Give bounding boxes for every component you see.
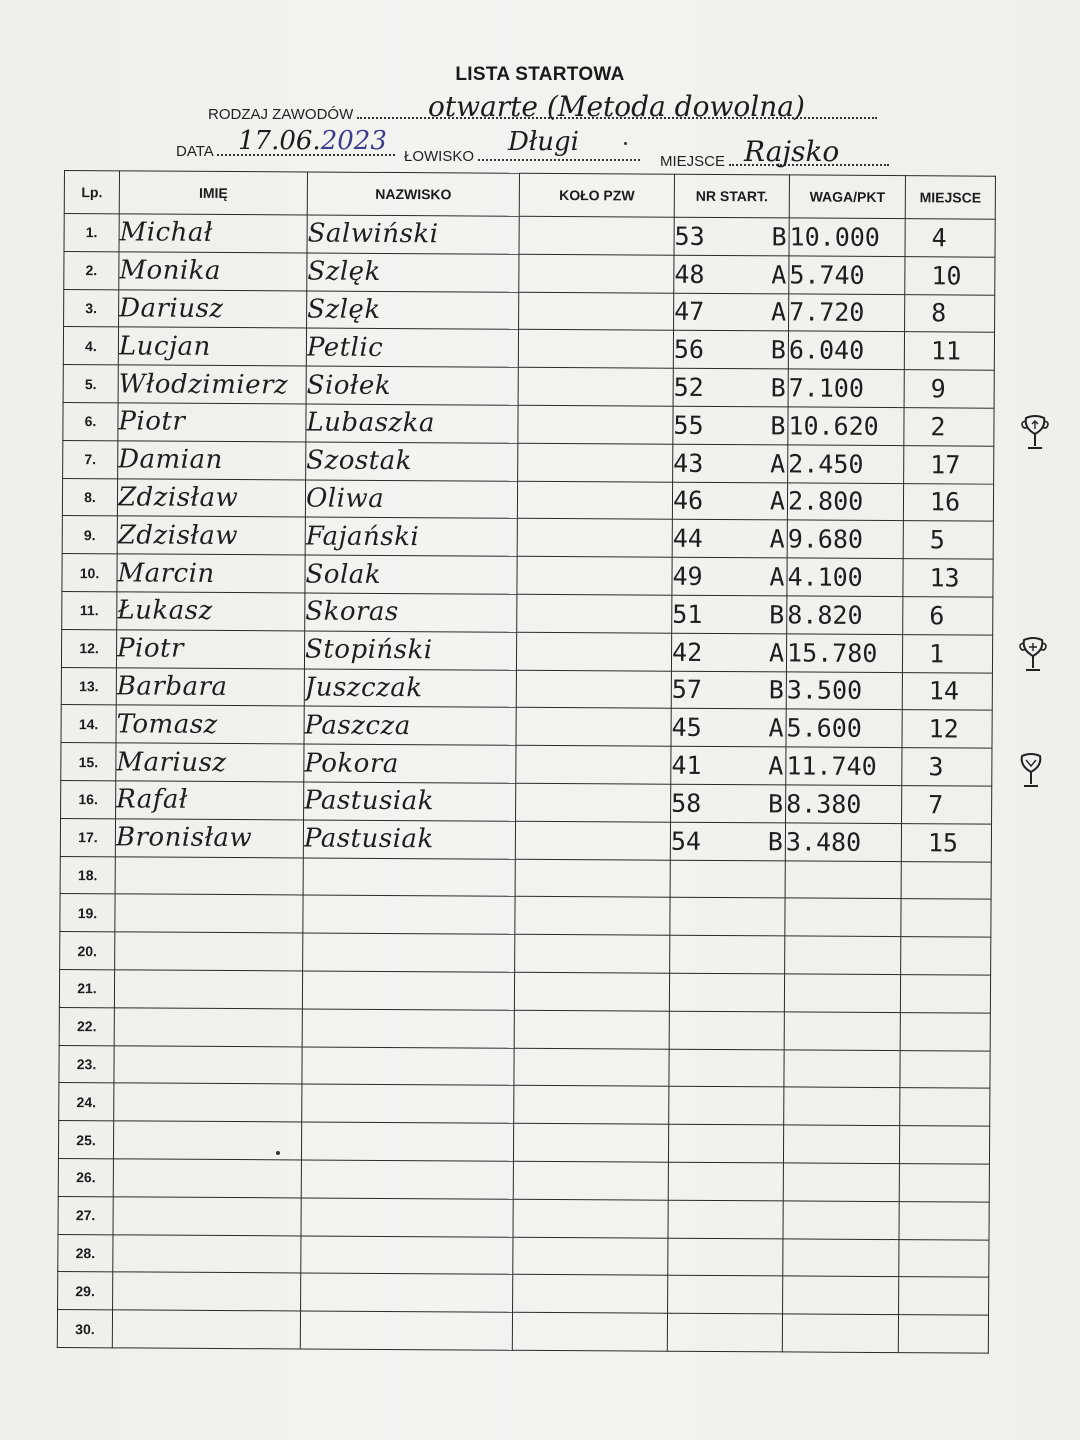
club-cell <box>517 556 672 595</box>
last-name-cell: Pokora <box>304 744 516 783</box>
club-cell <box>515 897 670 936</box>
ink-dot <box>624 142 627 145</box>
club-cell <box>516 745 671 784</box>
table-row <box>58 1272 989 1315</box>
place-cell <box>901 937 991 975</box>
sector-letter: A <box>769 524 785 554</box>
weight-cell: 10.620 <box>788 407 904 446</box>
first-name-cell <box>115 932 303 971</box>
row-number: 30. <box>57 1310 112 1348</box>
last-name-cell <box>301 1160 513 1199</box>
start-number: 49 <box>672 561 703 591</box>
start-number-cell <box>672 520 787 558</box>
last-name-cell: Stopiński <box>304 631 516 670</box>
table-row <box>63 365 994 408</box>
last-name-cell: Lubaszka <box>306 404 518 443</box>
start-number-cell <box>669 973 784 1011</box>
row-number: 4. <box>63 327 118 365</box>
first-name-cell <box>113 1234 301 1273</box>
place-cell <box>898 1315 988 1353</box>
first-name-cell: Damian <box>118 441 306 480</box>
weight-cell <box>784 1087 900 1126</box>
start-number-cell <box>672 557 787 595</box>
club-cell <box>517 519 672 558</box>
weight-cell: 5.600 <box>786 709 902 748</box>
sector-letter: A <box>770 448 786 479</box>
place-cell <box>899 1126 989 1164</box>
row-number: 9. <box>62 516 117 554</box>
weight-cell <box>783 1238 899 1277</box>
table-row <box>63 402 994 445</box>
table-row <box>59 1007 990 1050</box>
row-number: 21. <box>59 969 114 1007</box>
start-number-cell <box>673 406 788 444</box>
first-name-cell: Zdzisław <box>117 516 305 555</box>
last-name-cell: Solak <box>305 555 517 594</box>
weight-cell: 7.720 <box>789 294 905 333</box>
club-cell <box>516 783 671 822</box>
last-name-cell <box>302 971 514 1010</box>
start-number-cell <box>673 368 788 406</box>
place-cell <box>899 1201 989 1239</box>
club-cell <box>514 972 669 1011</box>
weight-cell: 5.740 <box>789 256 905 295</box>
weight-cell: 8.380 <box>786 785 902 824</box>
row-number: 14. <box>61 705 116 743</box>
start-number-cell <box>672 482 787 520</box>
start-number-cell <box>671 784 786 822</box>
start-number-cell <box>668 1162 783 1200</box>
start-number: 52 <box>673 372 704 402</box>
sector-letter: B <box>770 373 786 403</box>
weight-cell <box>784 974 900 1013</box>
club-cell <box>513 1237 668 1276</box>
weight-cell: 10.000 <box>789 218 905 257</box>
row-number: 19. <box>60 894 115 932</box>
row-number: 18. <box>60 856 115 894</box>
fishery-value: Długi <box>508 127 579 157</box>
last-name-cell: Szlęk <box>307 291 519 330</box>
table-row <box>60 856 991 899</box>
place-cell: 6 <box>903 597 993 635</box>
row-number: 22. <box>59 1007 114 1045</box>
weight-cell <box>783 1163 899 1202</box>
start-number-cell <box>674 217 789 255</box>
table-row <box>58 1196 989 1239</box>
date-day-month: 17.06. <box>238 126 321 156</box>
weight-cell: 3.480 <box>785 823 901 862</box>
first-name-cell: Bronisław <box>115 819 303 858</box>
row-number: 7. <box>63 440 118 478</box>
table-row <box>58 1158 989 1201</box>
club-cell <box>516 632 671 671</box>
last-name-cell <box>303 858 515 897</box>
start-number: 45 <box>671 712 702 743</box>
table-row <box>61 743 992 786</box>
trophy-icon <box>1018 412 1052 458</box>
club-cell <box>514 1010 669 1049</box>
col-header-lp: Lp. <box>64 171 119 214</box>
sector-letter: A <box>768 637 785 668</box>
place-cell <box>899 1164 989 1202</box>
sector-letter: A <box>768 713 784 743</box>
weight-cell <box>785 898 901 937</box>
club-cell <box>519 254 674 293</box>
date-label: DATA <box>176 143 213 160</box>
sector-letter: B <box>771 222 787 252</box>
first-name-cell <box>114 1008 302 1047</box>
first-name-cell: Monika <box>119 252 307 291</box>
table-row <box>64 214 995 257</box>
table-row <box>61 780 992 823</box>
table-row <box>60 894 991 937</box>
weight-cell: 7.100 <box>788 369 904 408</box>
sector-letter: B <box>770 335 787 365</box>
sector-letter: A <box>769 486 786 516</box>
start-number: 58 <box>671 788 702 818</box>
row-number: 12. <box>61 629 116 667</box>
start-number-cell <box>671 709 786 747</box>
last-name-cell <box>301 1273 513 1312</box>
start-number: 44 <box>672 523 703 554</box>
first-name-cell <box>112 1310 300 1349</box>
club-cell <box>513 1161 668 1200</box>
row-number: 3. <box>64 289 119 327</box>
row-number: 6. <box>63 402 118 440</box>
table-row <box>61 629 992 672</box>
first-name-cell: Michał <box>119 214 307 253</box>
first-name-cell <box>114 1083 302 1122</box>
sector-letter: B <box>767 826 783 857</box>
weight-cell <box>783 1201 899 1240</box>
place-cell: 10 <box>905 256 995 294</box>
date-year: 2023 <box>320 126 387 156</box>
first-name-cell <box>115 894 303 933</box>
row-number: 25. <box>58 1121 113 1159</box>
table-row <box>61 667 992 710</box>
place-cell: 7 <box>902 786 992 824</box>
last-name-cell <box>301 1122 513 1161</box>
start-list-table <box>57 170 996 1354</box>
row-number: 17. <box>60 818 115 856</box>
start-number-cell <box>667 1313 782 1351</box>
trophy-icon <box>1014 750 1048 796</box>
fishery-label: ŁOWISKO <box>404 148 475 165</box>
sector-letter: B <box>769 600 785 630</box>
first-name-cell: Rafał <box>116 781 304 820</box>
first-name-cell <box>113 1272 301 1311</box>
start-number-cell <box>668 1124 783 1162</box>
weight-cell: 6.040 <box>788 331 904 370</box>
club-cell <box>518 330 673 369</box>
place-label: MIEJSCE <box>660 153 726 170</box>
weight-cell: 9.680 <box>787 520 903 559</box>
row-number: 15. <box>61 743 116 781</box>
ink-dot <box>276 1151 280 1155</box>
first-name-cell: Łukasz <box>117 592 305 631</box>
last-name-cell: Pastusiak <box>304 782 516 821</box>
sector-letter: B <box>768 675 784 705</box>
row-number: 27. <box>58 1196 113 1234</box>
place-cell: 17 <box>904 445 994 483</box>
document-title: LISTA STARTOWA <box>455 64 625 85</box>
club-cell <box>513 1199 668 1238</box>
col-header-last-name: NAZWISKO <box>307 172 519 216</box>
weight-cell <box>783 1276 899 1315</box>
weight-cell: 3.500 <box>786 671 902 710</box>
table-row <box>60 818 991 861</box>
col-header-start-number: NR START. <box>674 174 789 218</box>
first-name-cell: Włodzimierz <box>118 365 306 404</box>
col-header-club: KOŁO PZW <box>519 173 674 217</box>
trophy-icon <box>1016 634 1050 680</box>
last-name-cell: Skoras <box>305 593 517 632</box>
weight-cell <box>783 1125 899 1164</box>
start-number: 42 <box>671 637 703 667</box>
place-cell: 16 <box>903 483 993 521</box>
place-cell <box>900 1012 990 1050</box>
last-name-cell: Juszczak <box>304 669 516 708</box>
start-number-cell <box>669 1049 784 1087</box>
row-number: 11. <box>62 591 117 629</box>
place-cell <box>900 1050 990 1088</box>
first-name-cell <box>113 1197 301 1236</box>
place-cell: 4 <box>905 219 995 257</box>
table-row <box>58 1121 989 1164</box>
table-row <box>57 1310 988 1353</box>
table-row <box>63 327 994 370</box>
weight-cell: 2.450 <box>788 445 904 484</box>
start-number-cell <box>669 1087 784 1125</box>
place-cell: 11 <box>904 332 994 370</box>
col-header-first-name: IMIĘ <box>119 171 307 215</box>
start-number-cell <box>674 293 789 331</box>
row-number: 28. <box>58 1234 113 1272</box>
place-cell: 13 <box>903 559 993 597</box>
last-name-cell: Siołek <box>306 366 518 405</box>
table-row <box>59 1045 990 1088</box>
start-number: 57 <box>671 675 703 705</box>
start-number: 48 <box>674 259 705 289</box>
first-name-cell <box>115 856 303 895</box>
table-row <box>59 969 990 1012</box>
place-cell: 9 <box>904 370 994 408</box>
last-name-cell: Fajański <box>305 517 517 556</box>
start-number-cell <box>670 860 785 898</box>
start-number-cell <box>672 595 787 633</box>
row-number: 2. <box>64 251 119 289</box>
table-row <box>62 478 993 521</box>
last-name-cell: Salwiński <box>307 215 519 254</box>
table-header-row <box>64 171 995 220</box>
table-row <box>61 705 992 748</box>
last-name-cell <box>301 1198 513 1237</box>
start-number-cell <box>671 633 786 671</box>
table-row <box>64 289 995 332</box>
last-name-cell: Paszcza <box>304 706 516 745</box>
last-name-cell <box>302 1009 514 1048</box>
start-number-cell <box>671 746 786 784</box>
last-name-cell: Szostak <box>306 442 518 481</box>
start-number-cell <box>674 255 789 293</box>
club-cell <box>513 1275 668 1314</box>
row-number: 1. <box>64 214 119 252</box>
table-row <box>62 554 993 597</box>
weight-cell: 4.100 <box>787 558 903 597</box>
place-value: Rajsko <box>744 135 840 168</box>
sector-letter: A <box>769 562 785 592</box>
table-row <box>59 1083 990 1126</box>
start-number: 51 <box>672 599 703 629</box>
place-cell <box>899 1239 989 1277</box>
start-number-cell <box>670 935 785 973</box>
start-number: 53 <box>674 221 705 251</box>
competition-type-label: RODZAJ ZAWODÓW <box>208 106 354 123</box>
col-header-weight: WAGA/PKT <box>789 175 905 219</box>
place-cell: 14 <box>902 672 992 710</box>
club-cell <box>518 367 673 406</box>
first-name-cell: Mariusz <box>116 743 304 782</box>
sector-letter: B <box>770 411 786 441</box>
first-name-cell: Piotr <box>118 403 306 442</box>
last-name-cell: Oliwa <box>305 480 517 519</box>
club-cell <box>515 821 670 860</box>
place-cell <box>899 1277 989 1315</box>
first-name-cell: Zdzisław <box>117 478 305 517</box>
start-number: 54 <box>670 826 702 856</box>
first-name-cell <box>113 1121 301 1160</box>
row-number: 5. <box>63 365 118 403</box>
club-cell <box>517 481 672 520</box>
start-number: 56 <box>673 335 705 365</box>
place-cell: 8 <box>905 294 995 332</box>
last-name-cell <box>302 1047 514 1086</box>
row-number: 10. <box>62 554 117 592</box>
last-name-cell <box>301 1235 513 1274</box>
place-cell: 1 <box>902 634 992 672</box>
club-cell <box>513 1123 668 1162</box>
club-cell <box>516 708 671 747</box>
last-name-cell: Petlic <box>306 328 518 367</box>
club-cell <box>515 859 670 898</box>
first-name-cell: Dariusz <box>119 289 307 328</box>
club-cell <box>515 934 670 973</box>
club-cell <box>519 292 674 331</box>
table-row <box>62 591 993 634</box>
row-number: 24. <box>59 1083 114 1121</box>
sector-letter: A <box>771 260 787 290</box>
start-number-cell <box>669 1011 784 1049</box>
weight-cell <box>784 1012 900 1051</box>
weight-cell: 8.820 <box>787 596 903 635</box>
club-cell <box>517 594 672 633</box>
last-name-cell <box>300 1311 512 1350</box>
place-cell: 15 <box>901 823 991 861</box>
place-cell <box>901 899 991 937</box>
place-cell: 3 <box>902 748 992 786</box>
table-row <box>58 1234 989 1277</box>
weight-cell <box>785 860 901 899</box>
weight-cell <box>785 936 901 975</box>
last-name-cell <box>302 1084 514 1123</box>
row-number: 29. <box>58 1272 113 1310</box>
club-cell <box>518 443 673 482</box>
club-cell <box>514 1048 669 1087</box>
first-name-cell: Lucjan <box>118 327 306 366</box>
start-number-cell <box>671 671 786 709</box>
first-name-cell <box>114 1045 302 1084</box>
club-cell <box>519 216 674 255</box>
start-number-cell <box>668 1276 783 1314</box>
weight-cell: 11.740 <box>786 747 902 786</box>
place-cell: 2 <box>904 408 994 446</box>
table-row <box>64 251 995 294</box>
start-number-cell <box>673 444 788 482</box>
place-cell <box>901 861 991 899</box>
row-number: 23. <box>59 1045 114 1083</box>
club-cell <box>518 405 673 444</box>
date-value <box>238 126 387 156</box>
start-number: 46 <box>672 486 704 516</box>
last-name-cell <box>303 895 515 934</box>
weight-cell <box>784 1049 900 1088</box>
row-number: 8. <box>62 478 117 516</box>
place-cell <box>900 975 990 1013</box>
club-cell <box>514 1086 669 1125</box>
competition-type-value: otwarte (Metoda dowolna) <box>428 90 805 123</box>
sector-letter: A <box>770 297 787 327</box>
start-number-cell <box>668 1238 783 1276</box>
table-row <box>60 932 991 975</box>
table-row <box>62 516 993 559</box>
table-row <box>63 440 994 483</box>
place-cell: 12 <box>902 710 992 748</box>
col-header-place: MIEJSCE <box>905 176 995 220</box>
row-number: 20. <box>60 932 115 970</box>
row-number: 26. <box>58 1158 113 1196</box>
start-number: 55 <box>673 410 704 440</box>
start-number-cell <box>668 1200 783 1238</box>
place-cell <box>900 1088 990 1126</box>
first-name-cell <box>113 1159 301 1198</box>
start-number-cell <box>670 898 785 936</box>
first-name-cell: Barbara <box>116 667 304 706</box>
weight-cell <box>782 1314 898 1353</box>
last-name-cell <box>303 933 515 972</box>
last-name-cell: Pastusiak <box>303 820 515 859</box>
club-cell <box>516 670 671 709</box>
start-number: 41 <box>671 750 702 780</box>
weight-cell: 15.780 <box>786 634 902 673</box>
club-cell <box>512 1312 667 1351</box>
weight-cell: 2.800 <box>787 483 903 522</box>
row-number: 16. <box>61 780 116 818</box>
start-number-cell <box>670 822 785 860</box>
start-number: 47 <box>674 297 705 327</box>
sector-letter: B <box>767 789 784 819</box>
start-number-cell <box>673 331 788 369</box>
start-number: 43 <box>673 448 704 478</box>
place-cell: 5 <box>903 521 993 559</box>
first-name-cell: Piotr <box>116 630 304 669</box>
first-name-cell <box>114 970 302 1009</box>
sector-letter: A <box>768 751 784 781</box>
last-name-cell: Szlęk <box>307 253 519 292</box>
row-number: 13. <box>61 667 116 705</box>
first-name-cell: Tomasz <box>116 705 304 744</box>
first-name-cell: Marcin <box>117 554 305 593</box>
